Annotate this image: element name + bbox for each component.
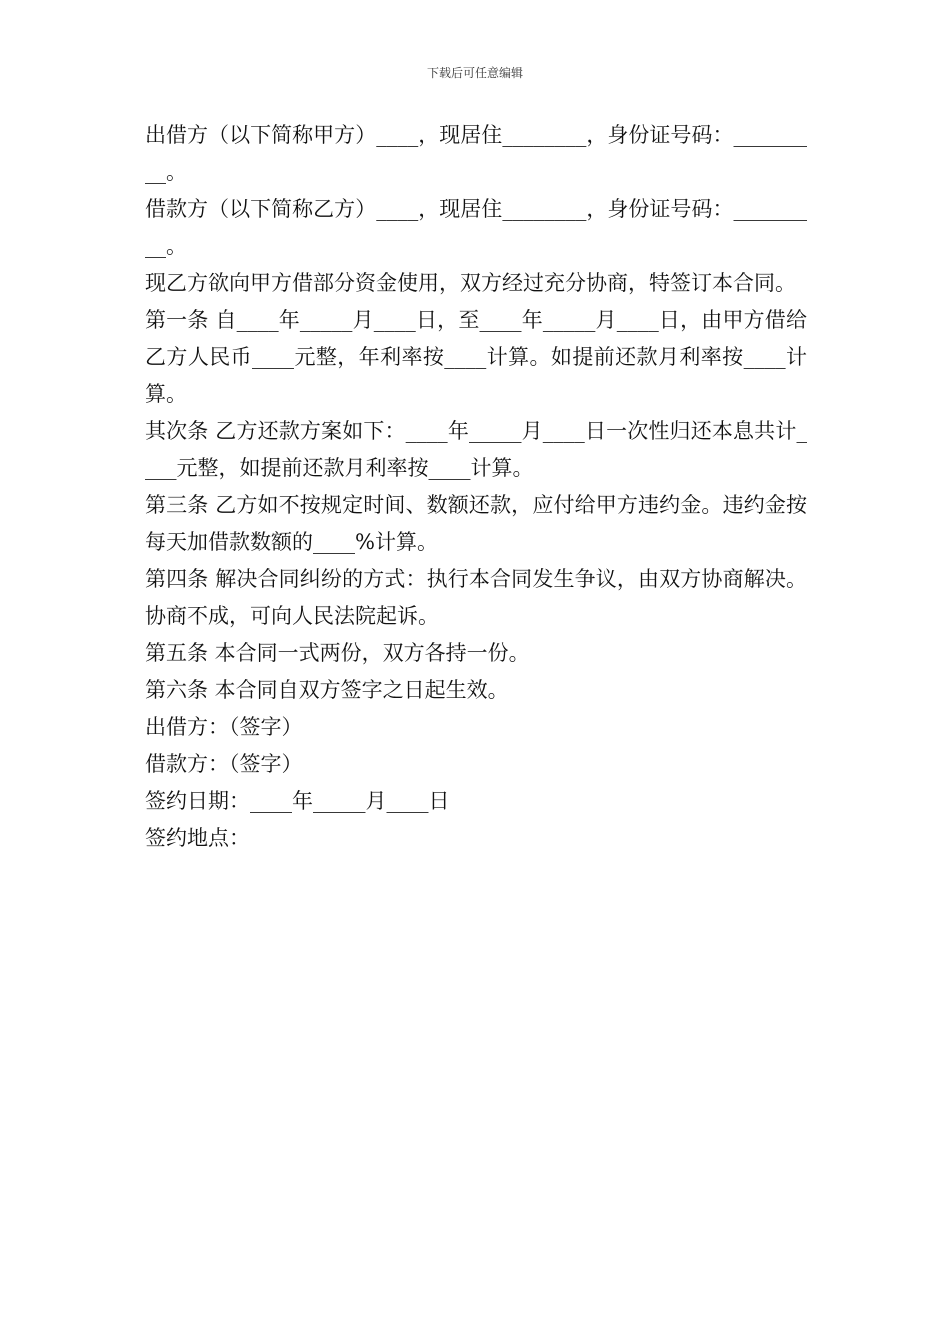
lender-info-paragraph: 出借方（以下简称甲方）____，现居住________，身份证号码：_________。 xyxy=(145,123,807,184)
article-6-paragraph: 第六条 本合同自双方签字之日起生效。 xyxy=(145,678,509,702)
article-3-paragraph: 第三条 乙方如不按规定时间、数额还款，应付给甲方违约金。违约金按每天加借款数额的____%计算。 xyxy=(145,493,807,554)
signing-date-line: 签约日期：____年_____月____日 xyxy=(145,789,450,813)
borrower-info-paragraph: 借款方（以下简称乙方）____，现居住________，身份证号码：_________。 xyxy=(145,197,807,258)
article-4-paragraph: 第四条 解决合同纠纷的方式：执行本合同发生争议，由双方协商解决。协商不成，可向人民法院起诉。 xyxy=(145,567,807,628)
signing-place-line: 签约地点： xyxy=(145,826,250,850)
page-header-note: 下载后可任意编辑 xyxy=(426,66,523,80)
lender-signature-line: 出借方：（签字） xyxy=(145,715,303,739)
intro-paragraph: 现乙方欲向甲方借部分资金使用，双方经过充分协商，特签订本合同。 xyxy=(145,271,796,295)
article-1-paragraph: 第一条 自____年_____月____日，至____年_____月____日，由甲方借给乙方人民币____元整，年利率按____计算。如提前还款月利率按____计算。 xyxy=(145,308,807,406)
contract-body xyxy=(145,117,807,857)
article-5-paragraph: 第五条 本合同一式两份，双方各持一份。 xyxy=(145,641,530,665)
article-2-paragraph: 其次条 乙方还款方案如下：____年_____月____日一次性归还本息共计____元整，如提前还款月利率按____计算。 xyxy=(145,419,807,480)
borrower-signature-line: 借款方：（签字） xyxy=(145,752,303,776)
